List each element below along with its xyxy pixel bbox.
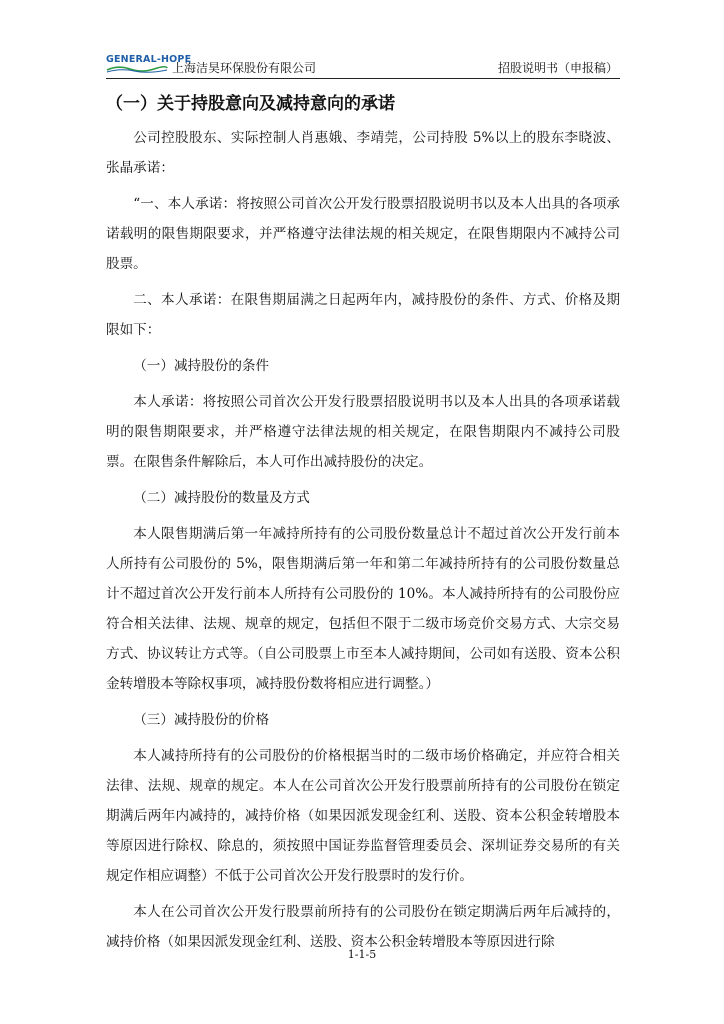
page-number: 1-1-5: [347, 948, 377, 961]
paragraph: 本人减持所持有的公司股份的价格根据当时的二级市场价格确定，并应符合相关法律、法规、规章的规定。本人在公司首次公开发行股票前所持有的公司股份在锁定期满后两年内减持的，减持价格（如果因派发现金红利、送股、资本公积金转增股本等原因进行除权、除息的，须按照中国证券监督管理委员会、深圳证券交易所的有关规定作相应调整）不低于公司首次公开发行股票时的发行价。: [106, 748, 620, 884]
paragraph: 二、本人承诺：在限售期届满之日起两年内，减持股份的条件、方式、价格及期限如下：: [106, 292, 620, 338]
paragraph: 本人在公司首次公开发行股票前所持有的公司股份在锁定期满后两年后减持的，减持价格（如果因派发现金红利、送股、资本公积金转增股本等原因进行除: [106, 904, 620, 950]
paragraph: 公司控股股东、实际控制人肖惠娥、李靖莞，公司持股 5%以上的股东李晓波、张晶承诺：: [106, 130, 620, 176]
subheading: （一）减持股份的条件: [133, 358, 270, 374]
document-type: 招股说明书（申报稿）: [497, 61, 618, 75]
section-title: （一）关于持股意向及减持意向的承诺: [106, 94, 395, 114]
subheading: （三）减持股份的价格: [133, 712, 270, 728]
paragraph: 本人限售期满后第一年减持所持有的公司股份数量总计不超过首次公开发行前本人所持有公司股份的 5%，限售期满后第一年和第二年减持所持有的公司股份数量总计不超过首次公开发行前本人所持有公司股份的 10%。本人减持所持有的公司股份应符合相关法律、法规、规章的规定，包括但不限于二级市场竞价交易方式、大宗交易方式、协议转让方式等。（自公司股票上市至本人减持期间，公司如有送股、资本公积金转增股本等除权事项，减持股份数将相应进行调整。）: [106, 526, 620, 692]
logo-text: GENERAL-HOPE: [106, 54, 192, 65]
paragraph: 本人承诺：将按照公司首次公开发行股票招股说明书以及本人出具的各项承诺载明的限售期限要求，并严格遵守法律法规的相关规定，在限售期限内不减持公司股票。在限售条件解除后，本人可作出减持股份的决定。: [106, 394, 620, 470]
paragraph: “一、本人承诺：将按照公司首次公开发行股票招股说明书以及本人出具的各项承诺载明的限售期限要求，并严格遵守法律法规的相关规定，在限售期限内不减持公司股票。: [106, 196, 620, 272]
logo-wave-icon: [106, 65, 168, 73]
document-body: [106, 123, 620, 963]
subheading: （二）减持股份的数量及方式: [133, 490, 310, 506]
page-header: [106, 52, 620, 79]
company-name: 上海洁昊环保股份有限公司: [172, 61, 317, 75]
